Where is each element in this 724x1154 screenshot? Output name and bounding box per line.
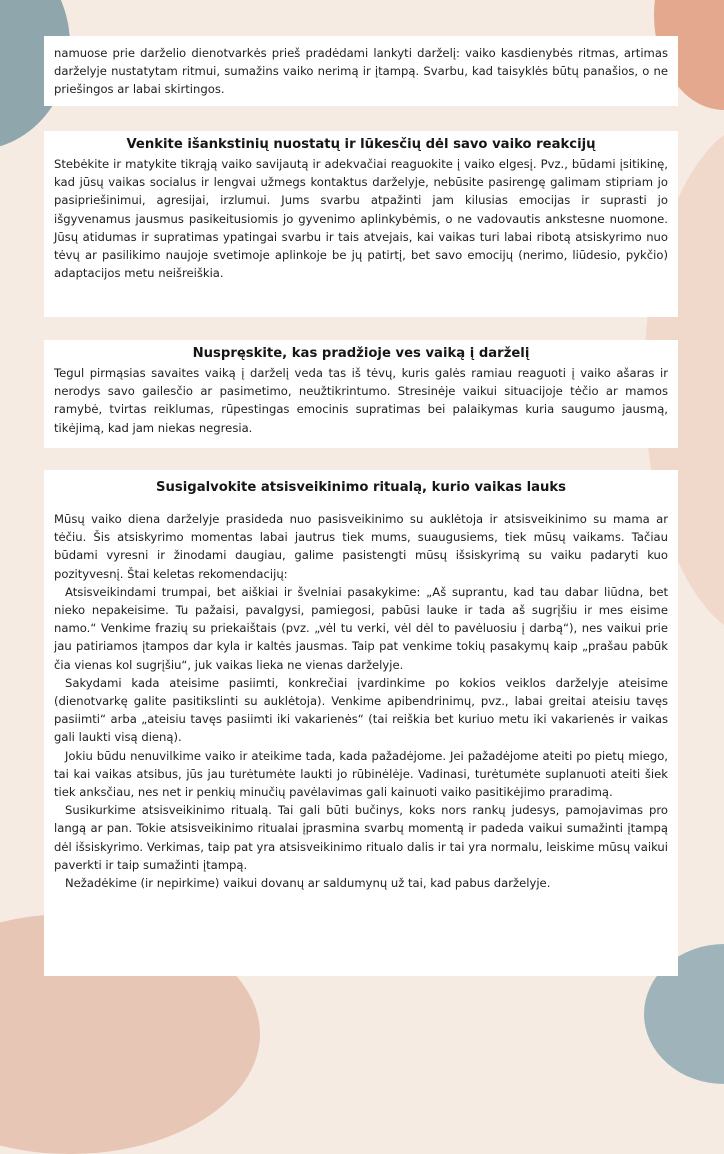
section-paragraph: Mūsų vaiko diena darželyje prasideda nuo pasisveikinimo su auklėtoja ir atsisveikinimo su mama ar tėčiu. Šis atsiskyrimo momentas labai jautrus tiek mums, suaugusiems, tiek mūsų vaikams. Tačiau būdami vyresni ir žinodami daugiau, galime pasistengti mūsų išsiskyrimą su vaiku padaryti kuo pozityvesnį. Štai keletas rekomendacijų: xyxy=(54,512,668,581)
section-body: Tegul pirmąsias savaites vaiką į darželį veda tas iš tėvų, kuris galės ramiau reaguoti į vaiko ašaras ir nerodys savo gailesčio ar pasimetimo, neužtikrintumo. Stresinėje vaikui situacijoje tėčio ar mamos ramybė, tvirtas reiklumas, rūpestingas emocinis supratimas bei palaikymas kuria saugumo jausmą, tikėjimą, kad jam niekas negresia. xyxy=(54,366,668,435)
section-heading: Nuspręskite, kas pradžioje ves vaiką į darželį xyxy=(192,346,530,361)
section-paragraph: Susikurkime atsisveikinimo ritualą. Tai gali būti bučinys, koks nors rankų judesys, pamojavimas pro langą ar pan. Tokie atsisveikinimo ritualai įprasmina svarbų momentą ir padeda vaikui sumažinti įtampą dėl išsiskyrimo. Verkimas, taip pat yra atsisveikinimo ritualo dalis ir tai yra normalu, leiskime mūsų vaikui paverkti ir taip sumažinti įtampą. xyxy=(54,803,668,872)
intro-card xyxy=(44,36,678,106)
section-body: Stebėkite ir matykite tikrąją vaiko savijautą ir adekvačiai reaguokite į vaiko elgesį. Pvz., būdami įsitikinę, kad jūsų vaikas socialus ir lengvai užmegs kontaktus darželyje, nebūsite pasirengę galimam stipriam jo pasipriešinimui, agresijai, irzlumui. Jums svarbu atpažinti jam kilusias emocijas ir suprasti jo išgyvenamus jausmus pasikeitusiomis jo gyvenimo aplinkybėmis, o ne vadovautis ankstesne nuomone. Jūsų atidumas ir supratimas ypatingai svarbu ir tais atvejais, kai vaikas turi labai ribotą atsiskyrimo nuo tėvų ar pasilikimo naujoje svetimoje aplinkoje be jų patirtį, bet savo emocijų (nerimo, liūdesio, pykčio) adaptacijos metu neišreiškia. xyxy=(54,157,668,281)
section-paragraph: Nežadėkime (ir nepirkime) vaikui dovanų ar saldumynų už tai, kad pabus darželyje. xyxy=(65,876,551,891)
section-heading: Susigalvokite atsisveikinimo ritualą, kurio vaikas lauks xyxy=(156,480,566,495)
section-paragraph: Atsisveikindami trumpai, bet aiškiai ir švelniai pasakykime: „Aš suprantu, kad tau dabar liūdna, bet nieko nepakeisime. Tu pažaisi, pavalgysi, pamiegosi, pabūsi lauke ir tada aš sugrįšiu ir mes eisime namo.“ Venkime frazių su priekaištais (pvz. „vėl tu verki, vėl dėl to pavėluosiu į darbą“), nes vaikui prie jau patiriamos įtampos dar kyla ir kaltės jausmas. Taip pat venkime tokių pasakymų kaip „prašau pabūk čia vienas kol sugrįšiu“, juk vaikas lieka ne vienas darželyje. xyxy=(54,584,668,672)
expectations-card xyxy=(44,131,678,317)
section-heading: Venkite išankstinių nuostatų ir lūkesčių dėl savo vaiko reakcijų xyxy=(126,137,596,152)
intro-text: namuose prie darželio dienotvarkės prieš pradėdami lankyti darželį: vaiko kasdienybės ritmas, artimas darželyje nustatytam ritmui, sumažins vaiko nerimą ir įtampą. Svarbu, kad taisyklės būtų panašios, o ne priešingos ar labai skirtingos. xyxy=(54,46,668,97)
ritual-card xyxy=(44,470,678,976)
section-paragraph: Sakydami kada ateisime pasiimti, konkrečiai įvardinkime po kokios veiklos darželyje ateisime (dienotvarkę galite pasitikslinti su auklėtoja). Venkime apibendrinimų, pvz., labai greitai ateisiu tavęs pasiimti“ arba „ateisiu tavęs pasiimti iki vakarienės“ (tai reiškia bet kuriuo metu iki vakarienės ir vaikas gali laukti visą dieną). xyxy=(54,675,668,745)
who-brings-card xyxy=(44,340,678,448)
section-paragraph: Jokiu būdu nenuvilkime vaiko ir ateikime tada, kada pažadėjome. Jei pažadėjome ateiti po pietų miego, tai kai vaikas atsibus, jūs jau turėtumėte laukti jo rūbinėlėje. Vadinasi, turėtumėte suplanuoti ateiti šiek tiek anksčiau, nes net ir penkių minučių pavėlavimas gali kainuoti vaiko pasitikėjimo praradimą. xyxy=(54,748,668,800)
